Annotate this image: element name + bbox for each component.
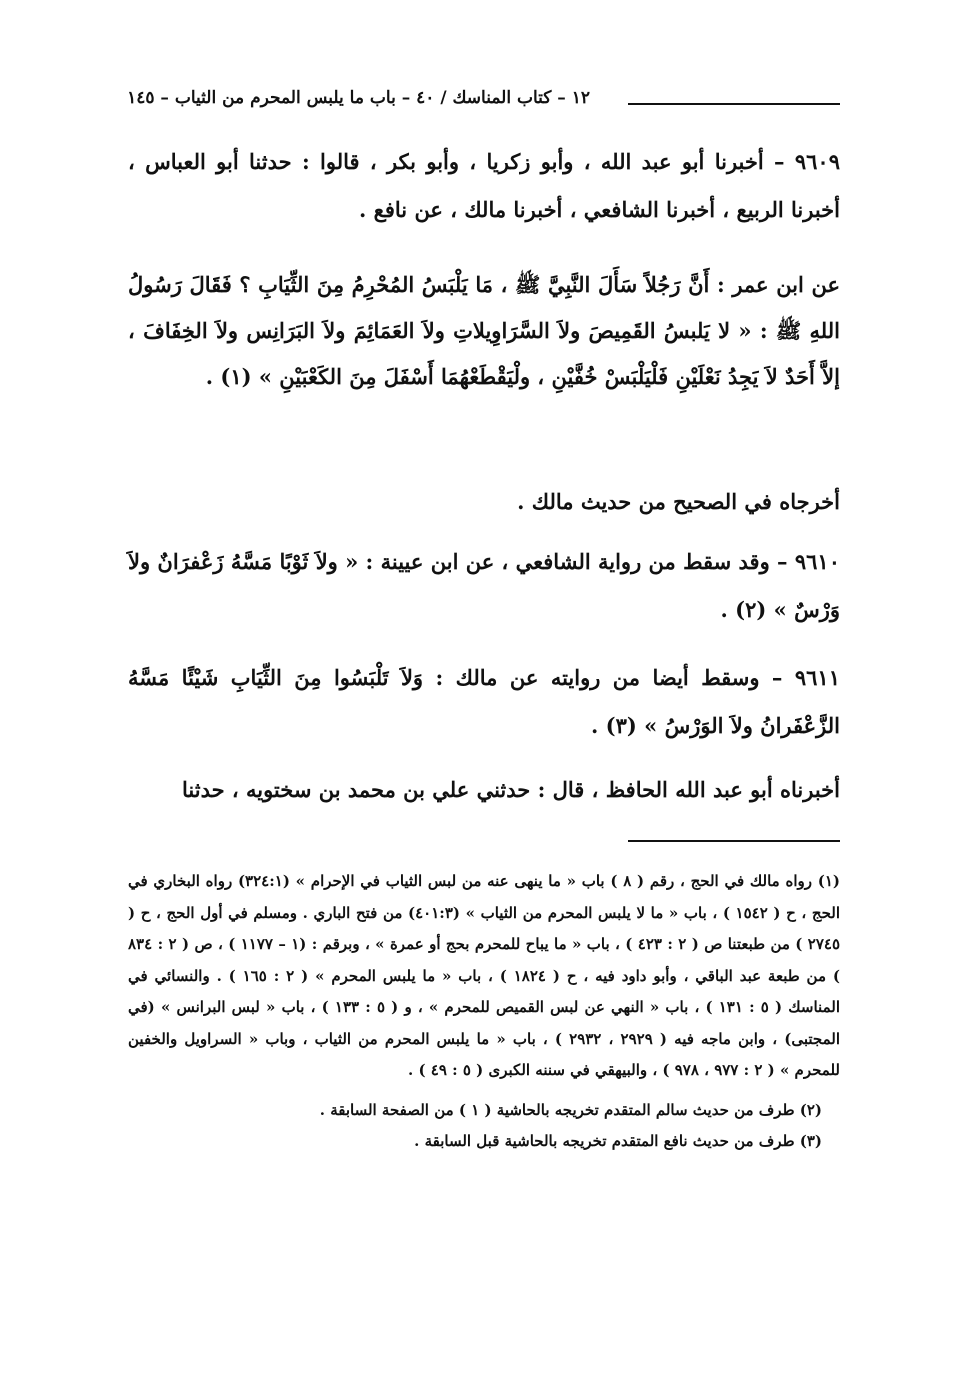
hadith-9611: ٩٦١١ – وسقط أيضا من روايته عن مالك : وَلاَ تَلْبَسُوا مِنَ الثِّيَابِ شَيْئًا مَسَّهُ الزَّعْفَرانُ ولاَ الوَرْسُ » (٣) . (128, 665, 840, 738)
footnote-3: (٣) طرف من حديث نافع المتقدم تخريجه بالحاشية قبل السابقة . (414, 1132, 822, 1150)
hadith-9609-matn: عن ابن عمر : أَنَّ رَجُلاً سَأَلَ النَّبِيَّ ﷺ ، مَا يَلْبَسُ المُحْرِمُ مِنَ الثِّيَابِ ؟ فَقَالَ رَسُولُ اللهِ ﷺ : « لا يَلبسُ القَمِيصَ ولاَ السَّرَاوِيلاتِ ولاَ العَمَائِمَ ولاَ البَرَانِس ولاَ الخِفَافَ ، إلاَّ أَحَدٌ لاَ يَجِدُ نَعْلَيْنِ فَلْيَلْبَسْ خُفَّيْنِ ، ولْيَقْطَعْهُمَا أَسْفَلَ مِنَ الكَعْبَيْنِ » (١) . (128, 272, 840, 389)
footnote-1: (١) رواه مالك في الحج ، رقم ( ٨ ) باب « ما ينهى عنه من لبس الثياب في الإحرام » (٣٢٤:١) رواه البخاري في الحج ، ح ( ١٥٤٢ ) ، باب « ما لا يلبس المحرم من الثياب » (٤٠١:٣) من فتح الباري . ومسلم في أول الحج ، ح ( ٢٧٤٥ ) من طبعتنا ص ( ٢ : ٤٢٣ ) ، باب « ما يباح للمحرم بحج أو عمرة » ، وبرقم : (١ – ١١٧٧ ) ، ص ( ٢ : ٨٣٤ ) من طبعة عبد الباقي ، وأبو داود فيه ، ح ( ١٨٢٤ ) ، باب « ما يلبس المحرم » ( ٢ : ١٦٥ ) . والنسائي في المناسك ( ٥ : ١٣١ ) ، باب « النهي عن لبس القميص للمحرم » ، و ( ٥ : ١٣٣ ) ، باب « لبس البرانس » (في المجتبى) ، وابن ماجه فيه ( ٢٩٢٩ ، ٢٩٣٢ ) ، باب « ما يلبس المحرم من الثياب ، وباب « السراويل والخفين للمحرم » ( ٢ : ٩٧٧ ، ٩٧٨ ) ، والبيهقي في سننه الكبرى ( ٥ : ٤٩ ) . (128, 872, 841, 1079)
footnote-rule (628, 840, 840, 842)
header-rule (628, 103, 840, 105)
hadith-9609-isnad: ٩٦٠٩ – أخبرنا أبو عبد الله ، وأبو زكريا ، وأبو بكر ، قالوا : حدثنا أبو العباس ، أخبرنا الربيع ، أخبرنا الشافعي ، أخبرنا مالك ، عن نافع . (128, 149, 840, 222)
takhrij-note: أخرجاه في الصحيح من حديث مالك . (517, 489, 840, 514)
running-title: ١٢ – كتاب المناسك / ٤٠ – باب ما يلبس المحرم من الثياب – ١٤٥ (127, 88, 590, 108)
hadith-9610: ٩٦١٠ – وقد سقط من رواية الشافعي ، عن ابن عيينة : « ولاَ ثَوْبًا مَسَّهُ زَعْفرَانٌ ولاَ وَرْسٌ » (٢) . (128, 549, 840, 622)
footnote-2: (٢) طرف من حديث سالم المتقدم تخريجه بالحاشية ( ١ ) من الصفحة السابقة . (319, 1100, 822, 1119)
footnotes (128, 866, 840, 1158)
continuation-isnad: أخبرناه أبو عبد الله الحافظ ، قال : حدثني علي بن محمد بن سختويه ، حدثنا (181, 777, 840, 802)
